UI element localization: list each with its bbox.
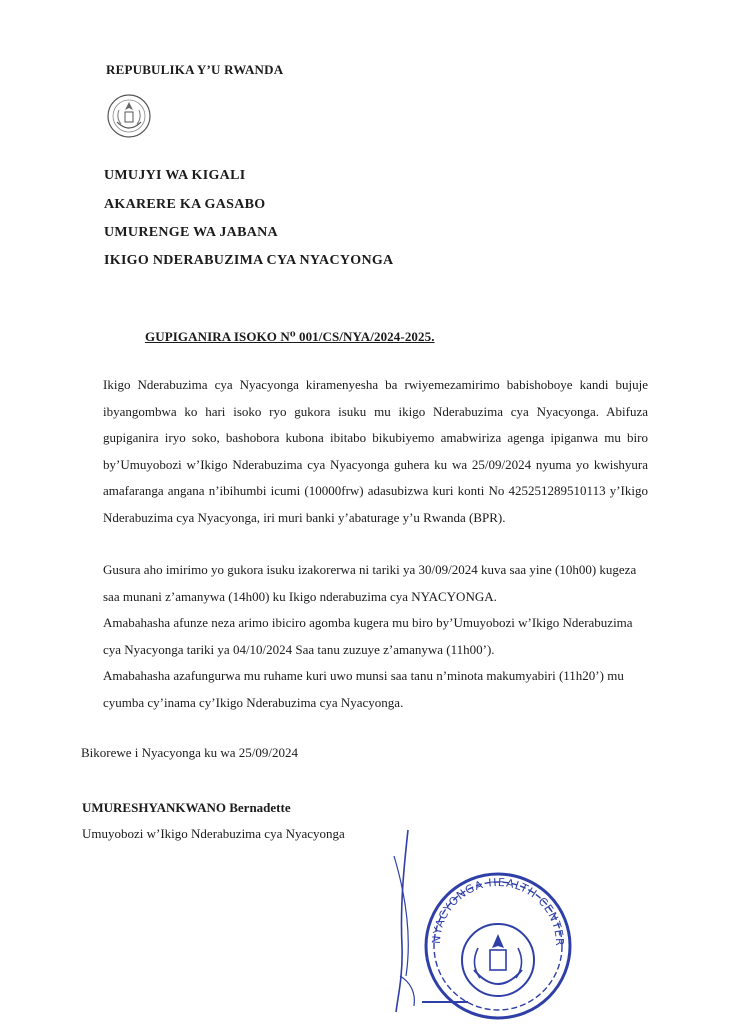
- country-heading: REPUBULIKA Y’U RWANDA: [106, 62, 284, 77]
- place-and-date: Bikorewe i Nyacyonga ku wa 25/09/2024: [81, 745, 298, 760]
- admin-sector: UMURENGE WA JABANA: [104, 225, 278, 240]
- notice-paragraph: Gusura aho imirimo yo gukora isuku izakorerwa ni tariki ya 30/09/2024 kuva saa yine (10h00) kugeza saa munani z’amanywa (14h00) ku Ikigo nderabuzima cya NYACYONGA.: [103, 562, 637, 604]
- admin-district: AKARERE KA GASABO: [104, 197, 266, 212]
- notice-paragraph: Ikigo Nderabuzima cya Nyacyonga kiramenyesha ba rwiyemezamirimo babishoboye kandi bujuje ibyangombwa ko hari isoko ryo gukora isuku mu ikigo Nderabuzima cya Nyacyonga. Abifuza gupiganira iryo soko, bashobora kubona ibitabo bikubiyemo amabwiriza agenga ipiganwa mu biro by’Umuyobozi w’Ikigo Nderabuzima cya Nyacyonga guhera ku wa 25/09/2024 nyuma yo kwishyura amafaranga angana n’ibihumbi icumi (10000frw) adasubizwa kuri konti No 425251289510113 y’Ikigo Nderabuzima cya Nyacyonga, iri muri banki y’abaturage y’u Rwanda (BPR).: [103, 377, 648, 525]
- rwanda-coat-of-arms-emblem: [104, 92, 154, 140]
- stamp-text: NYACYONGA HEALTH CENTER: [429, 875, 567, 947]
- signer-name: UMURESHYANKWANO Bernadette: [82, 800, 291, 815]
- notice-paragraph: Amabahasha azafungurwa mu ruhame kuri uwo munsi saa tanu n’minota makumyabiri (11h20’) mu cyumba cy’inama cy’Ikigo Nderabuzima cya Nyacyonga.: [103, 668, 624, 710]
- tender-title: GUPIGANIRA ISOKO N⁰ 001/CS/NYA/2024-2025.: [145, 329, 435, 344]
- notice-paragraph: Amabahasha afunze neza arimo ibiciro agomba kugera mu biro by’Umuyobozi w’Ikigo Nderabuzima cya Nyacyonga tariki ya 04/10/2024 Saa tanu zuzuye z’amanywa (11h00’).: [103, 615, 633, 657]
- signer-position: Umuyobozi w’Ikigo Nderabuzima cya Nyacyonga: [82, 826, 345, 841]
- admin-city: UMUJYI WA KIGALI: [104, 168, 246, 183]
- official-stamp: [408, 852, 583, 1022]
- admin-health-center: IKIGO NDERABUZIMA CYA NYACYONGA: [104, 253, 394, 268]
